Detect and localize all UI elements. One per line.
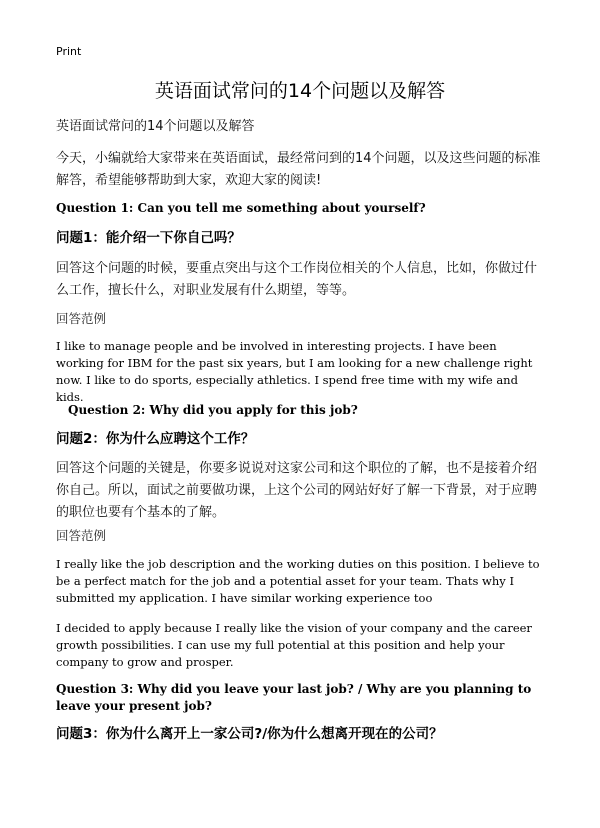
question-2-example-label: 回答范例 — [56, 528, 107, 543]
question-1-en: Question 1: Can you tell me something about yourself? — [56, 201, 426, 215]
question-2-en: Question 2: Why did you apply for this job? — [68, 403, 358, 417]
question-2-cn: 问题2：你为什么应聘这个工作？ — [56, 431, 255, 447]
question-1-answer: I like to manage people and be involved in interesting projects. I have been working for IBM for the past six years, but I am looking for a new challenge right now. I like to do sports, especially athletics. I spend free time with my wife and kids. — [56, 339, 533, 404]
question-2-answer-2: I decided to apply because I really like the vision of your company and the career growth possibilities. I can use my full potential at this position and help your company to grow and prosper. — [56, 621, 532, 669]
question-1-cn: 问题1：能介绍一下你自己吗？ — [56, 230, 241, 246]
question-1-example-label: 回答范例 — [56, 311, 107, 326]
question-3-cn: 问题3：你为什么离开上一家公司?/你为什么想离开现在的公司？ — [56, 726, 443, 742]
intro-paragraph: 今天，小编就给大家带来在英语面试，最经常问到的14个问题，以及这些问题的标准解答，希望能够帮助到大家，欢迎大家的阅读! — [56, 151, 541, 188]
document-subtitle: 英语面试常问的14个问题以及解答 — [56, 119, 255, 134]
question-3-en: Question 3: Why did you leave your last job? / Why are you planning to leave your present job? — [56, 682, 532, 713]
question-1-explanation: 回答这个问题的时候，要重点突出与这个工作岗位相关的个人信息，比如，你做过什么工作，擅长什么，对职业发展有什么期望，等等。 — [56, 261, 538, 298]
document-title: 英语面试常问的14个问题以及解答 — [154, 80, 446, 102]
question-2-explanation: 回答这个问题的关键是，你要多说说对这家公司和这个职位的了解，也不是接着介绍你自己。所以，面试之前要做功课，上这个公司的网站好好了解一下背景，对于应聘的职位也要有个基本的了解。 — [56, 461, 538, 520]
question-2-answer-1: I really like the job description and the working duties on this position. I believe to be a perfect match for the job and a potential asset for your team. Thats why I submitted my application. I have similar working experience too — [56, 557, 540, 605]
print-label: Print — [56, 45, 82, 58]
